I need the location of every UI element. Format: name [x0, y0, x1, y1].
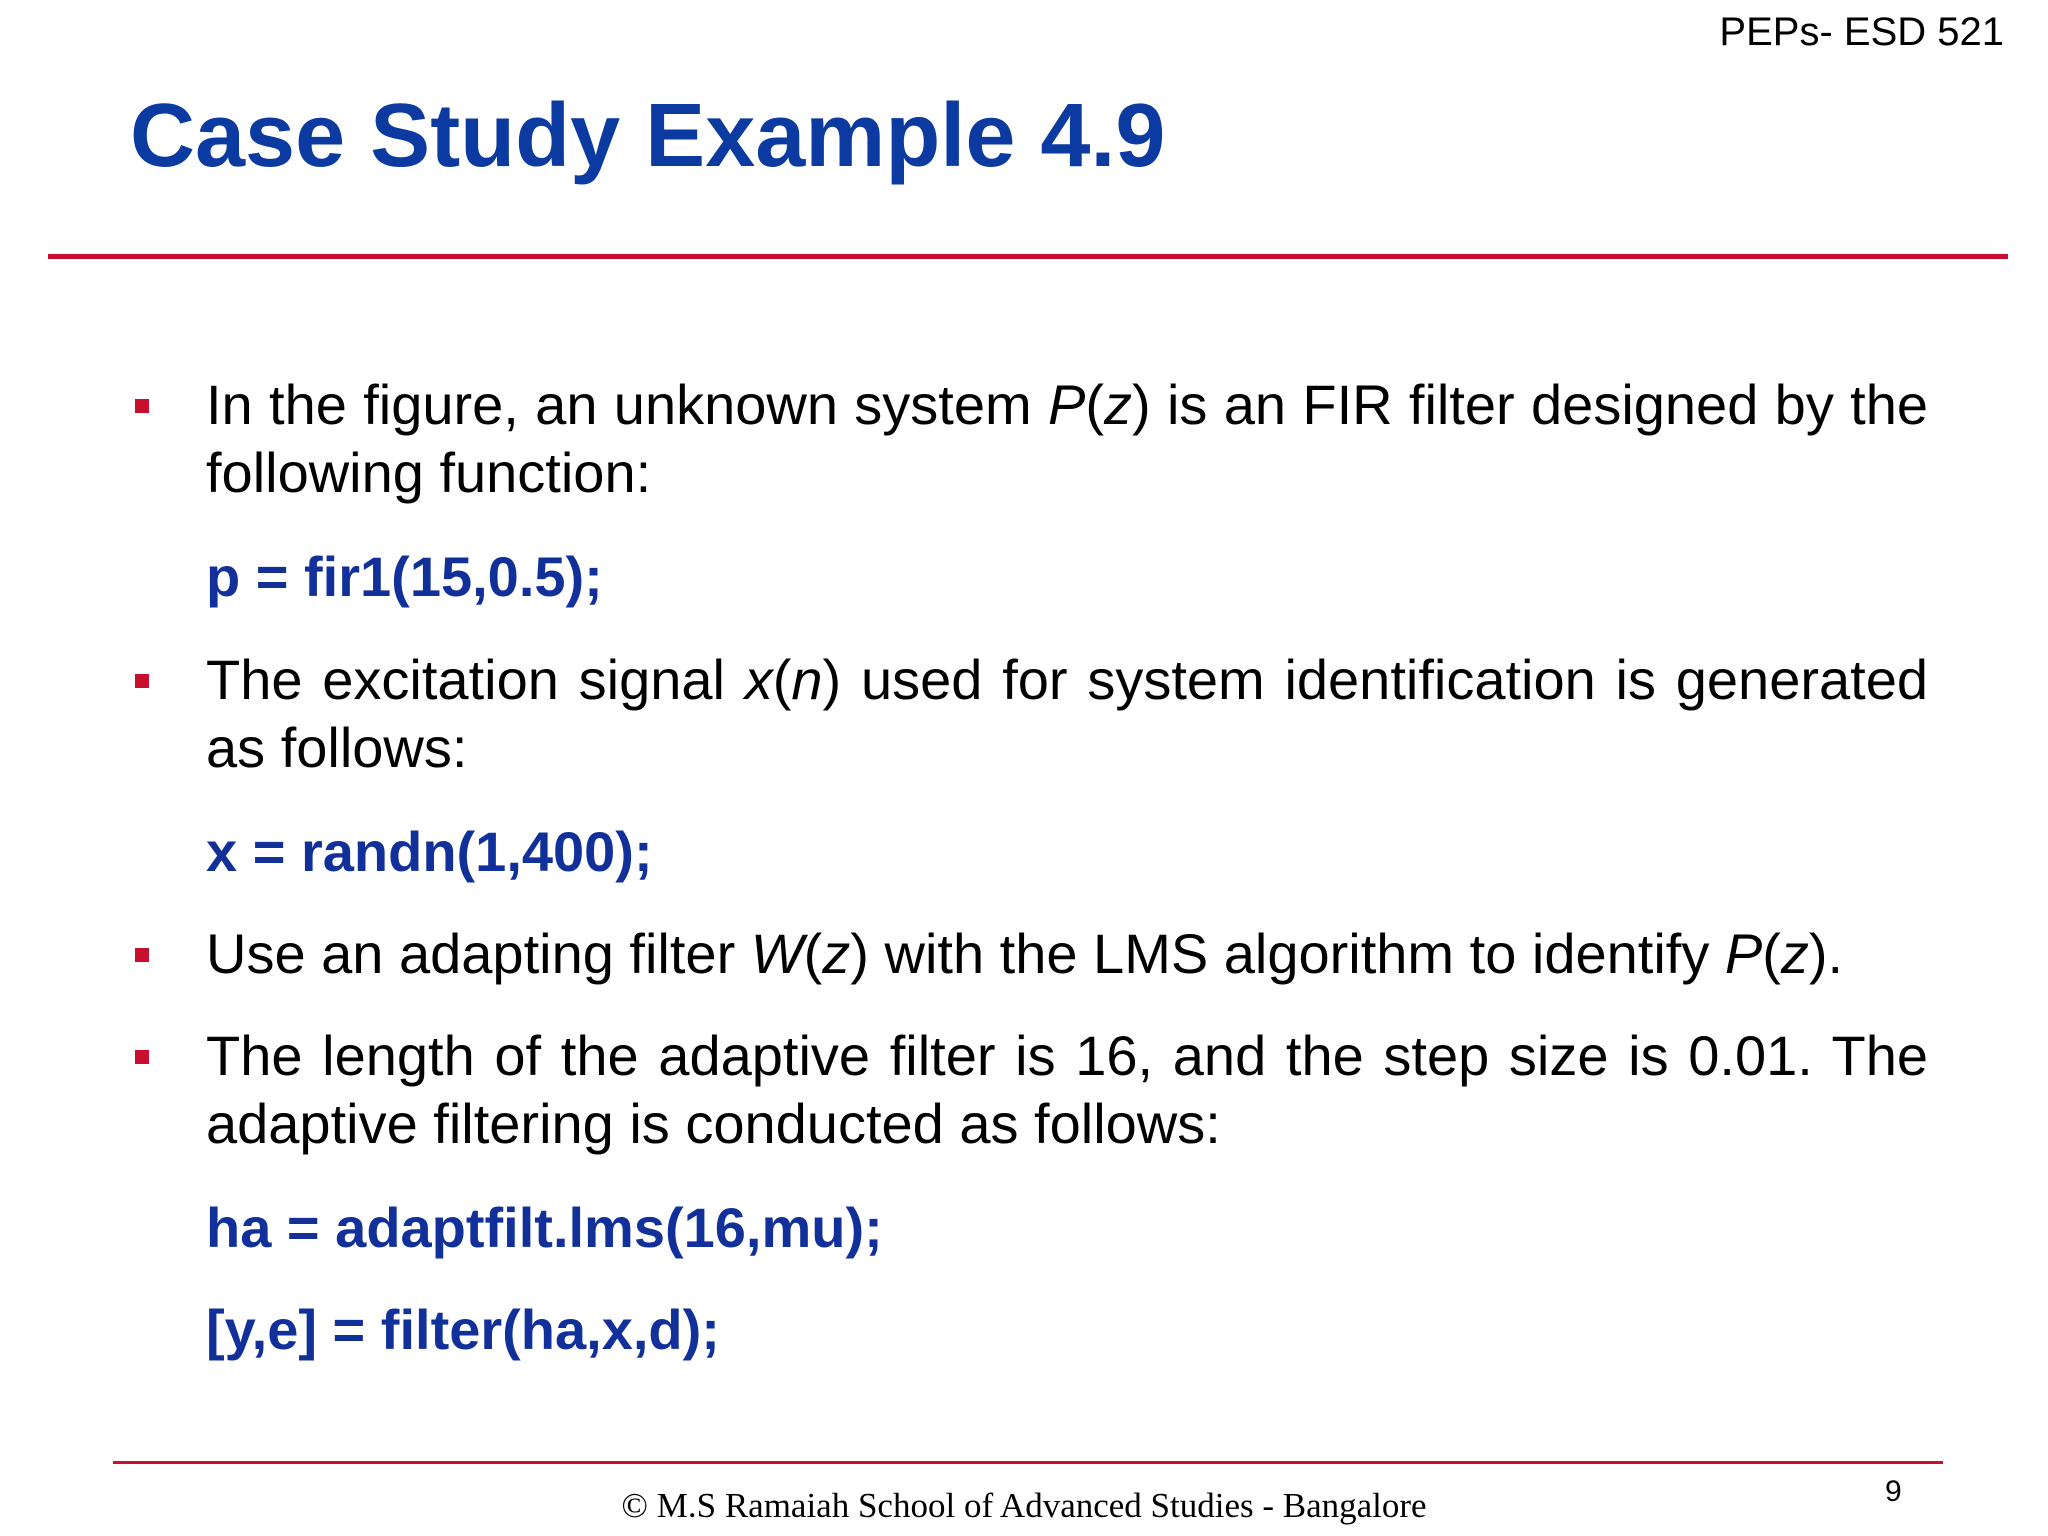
slide-title: Case Study Example 4.9: [130, 86, 1166, 186]
bullet-text-4: The length of the adaptive filter is 16, and the step size is 0.01. The adaptive filtering is conducted as follows:: [206, 1024, 1928, 1155]
code-line: p = fir1(15,0.5);: [206, 545, 603, 608]
footer-copyright: © M.S Ramaiah School of Advanced Studies - Bangalore: [621, 1486, 1427, 1525]
code-line: ha = adaptfilt.lms(16,mu);: [206, 1196, 883, 1259]
course-code: PEPs- ESD 521: [1719, 10, 2004, 54]
title-divider: [48, 254, 2008, 259]
bullet-text-3: Use an adapting filter W(z) with the LMS algorithm to identify P(z).: [206, 922, 1844, 985]
bullet-marker: [135, 674, 149, 688]
page-number: 9: [1885, 1475, 1902, 1508]
code-line: x = randn(1,400);: [206, 820, 653, 883]
bullet-text-2: The excitation signal x(n) used for system identification is generated as follows:: [206, 648, 1928, 779]
bullet-marker: [135, 948, 149, 962]
bullet-marker: [135, 1050, 149, 1064]
code-line: [y,e] = filter(ha,x,d);: [206, 1298, 720, 1361]
bullet-text-1: In the figure, an unknown system P(z) is an FIR filter designed by the following function:: [206, 373, 1928, 504]
bullet-marker: [135, 399, 149, 413]
footer-divider: [113, 1461, 1943, 1464]
